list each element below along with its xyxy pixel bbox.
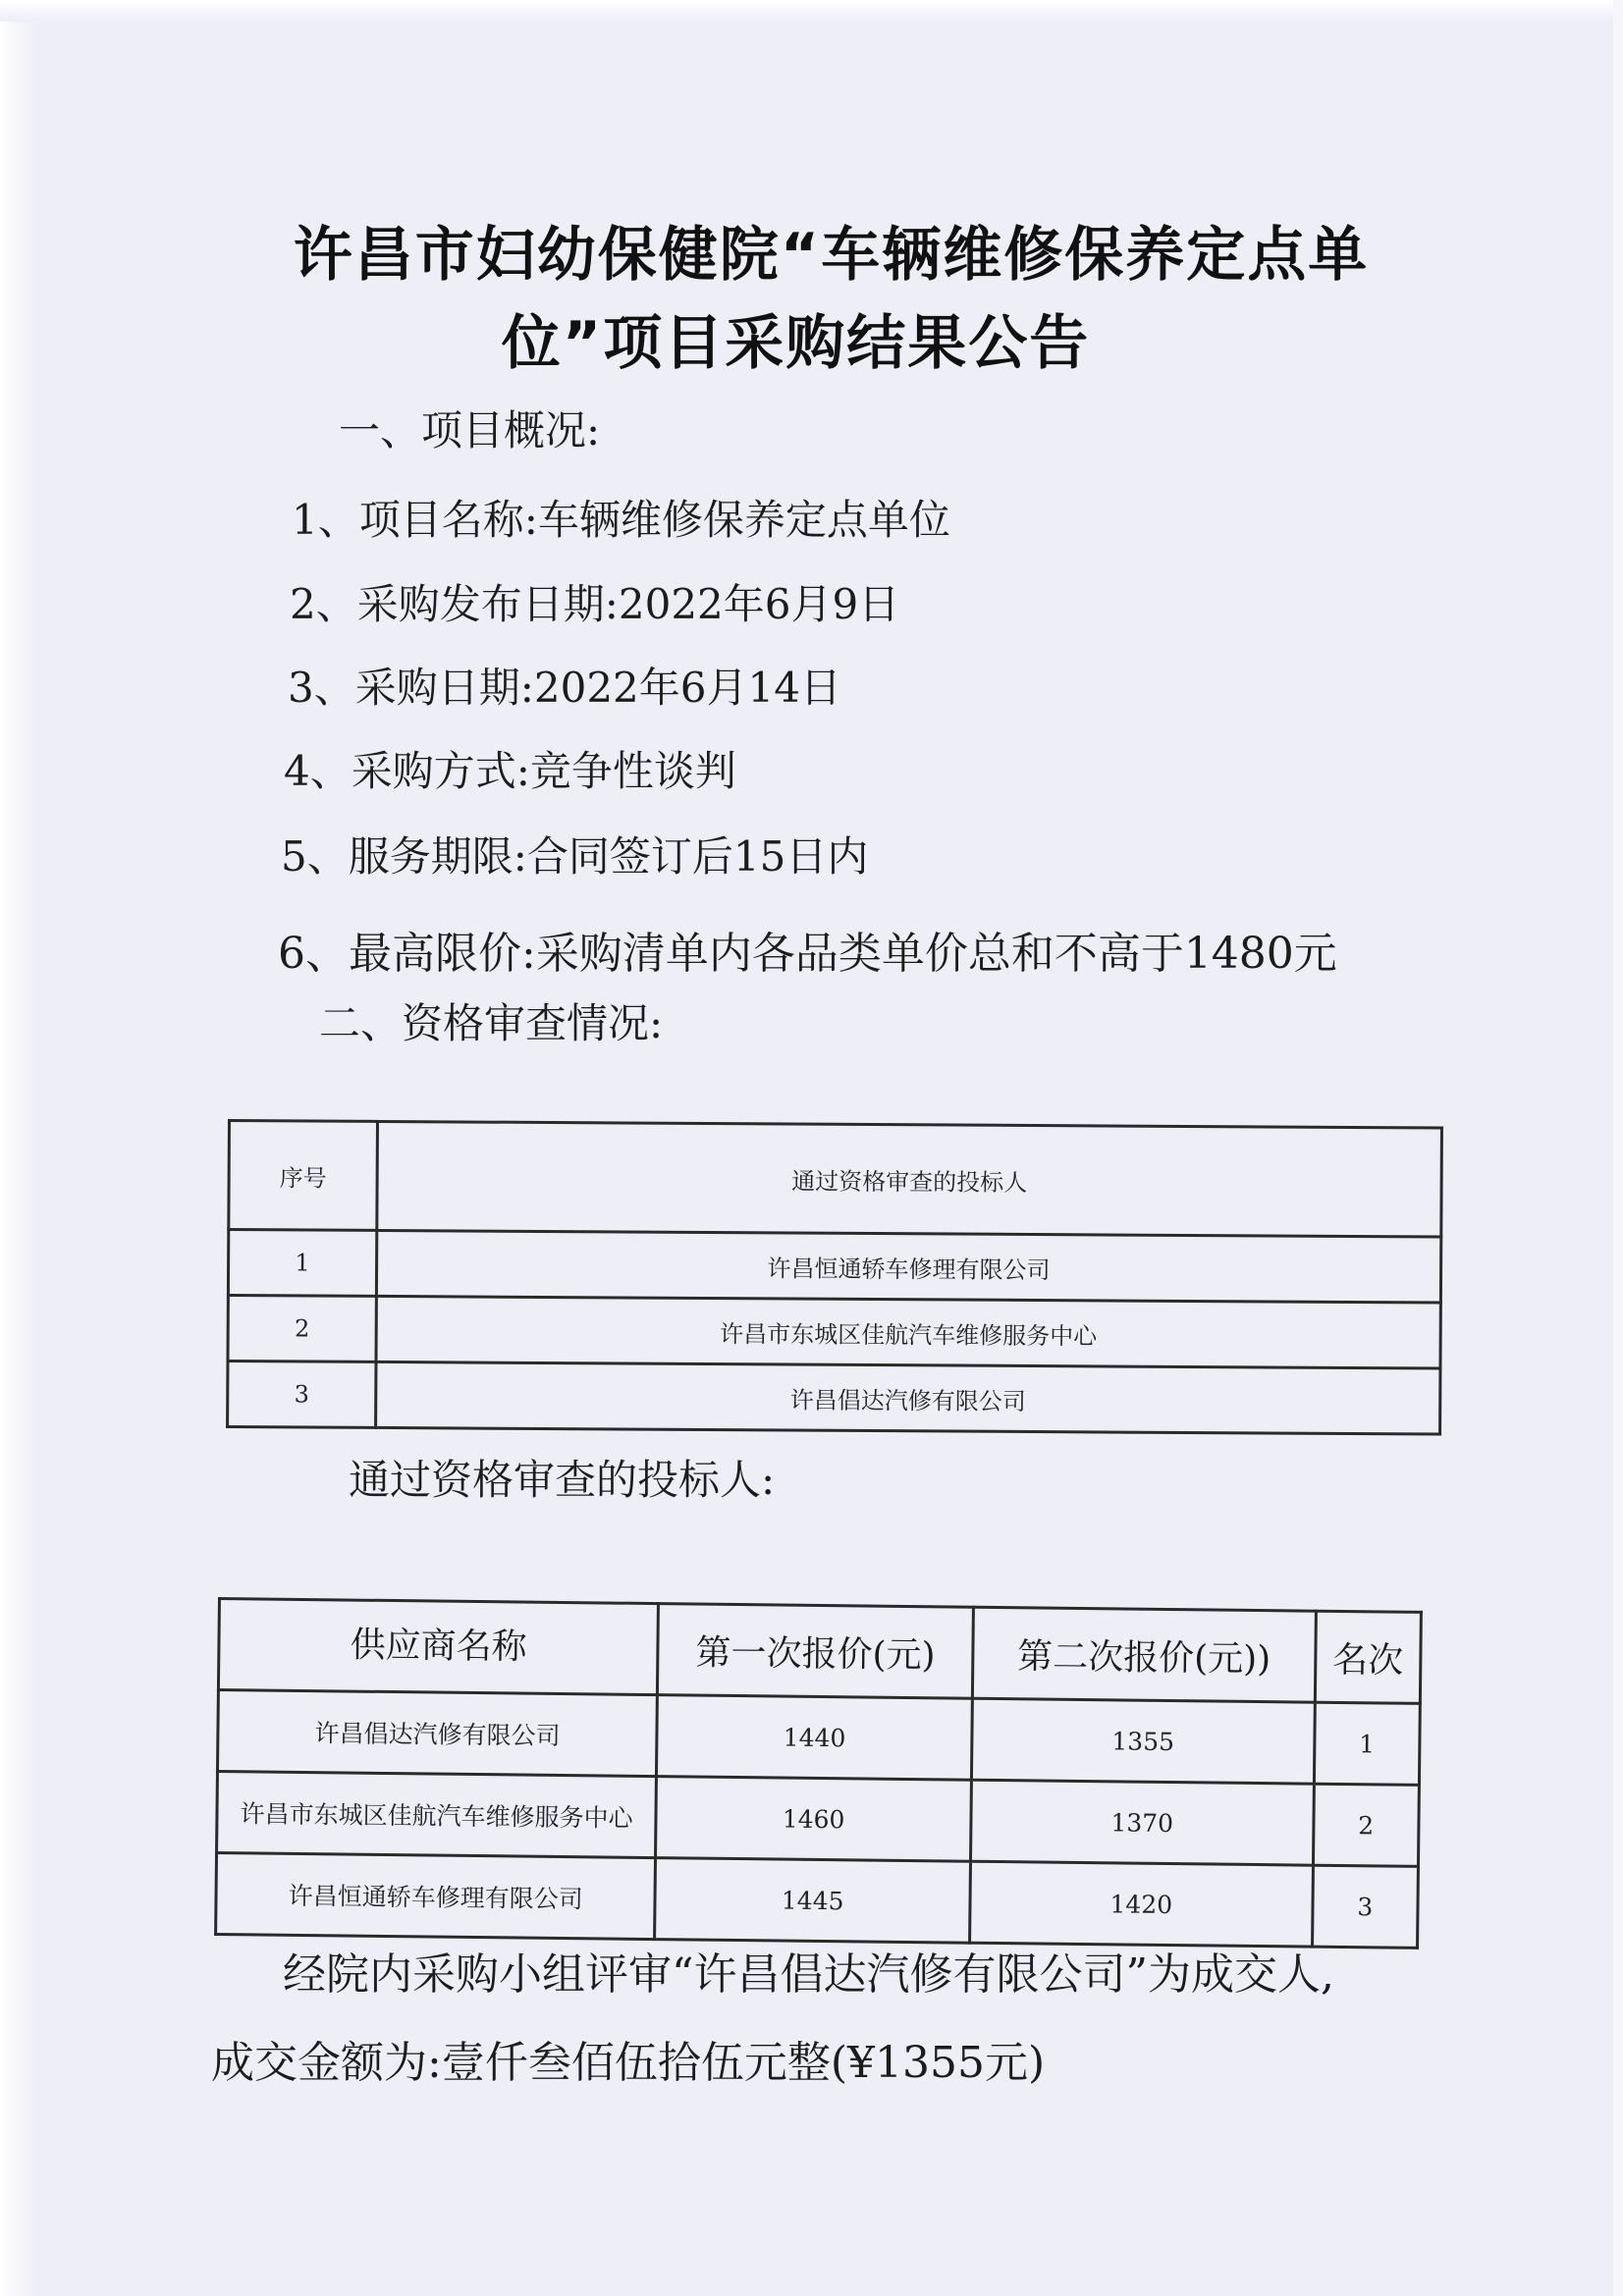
first-quote: 1445 [655, 1858, 971, 1944]
second-quote: 1370 [971, 1780, 1314, 1865]
rank: 2 [1313, 1784, 1419, 1866]
quotation-table [214, 1597, 1423, 1949]
table-row [228, 1362, 1440, 1435]
scan-edge-right [1613, 0, 1623, 2296]
row-bidder-name: 许昌恒通轿车修理有限公司 [376, 1230, 1440, 1303]
column-header-second-quote: 第二次报价(元)) [972, 1607, 1316, 1702]
project-name-line: 1、项目名称:车辆维修保养定点单位 [292, 496, 950, 544]
section-1-heading: 一、项目概况: [339, 406, 601, 454]
first-quote: 1460 [656, 1777, 972, 1862]
document-title-line-1: 许昌市妇幼保健院“车辆维修保养定点单 [293, 221, 1370, 290]
section-2-heading: 二、资格审查情况: [319, 999, 664, 1047]
column-header-index: 序号 [229, 1121, 378, 1231]
first-quote: 1440 [657, 1695, 973, 1781]
document-title-line-2: 位”项目采购结果公告 [501, 309, 1091, 378]
row-index: 2 [228, 1296, 376, 1362]
second-quote: 1355 [971, 1698, 1314, 1784]
row-index: 1 [228, 1230, 376, 1297]
service-period-line: 5、服务期限:合同签订后15日内 [281, 832, 869, 881]
supplier-name: 许昌市东城区佳航汽车维修服务中心 [217, 1772, 657, 1858]
second-quote: 1420 [970, 1861, 1313, 1947]
supplier-name: 许昌倡达汽修有限公司 [217, 1690, 657, 1777]
column-header-first-quote: 第一次报价(元) [658, 1604, 974, 1699]
table-row [228, 1296, 1440, 1369]
award-statement: 经院内采购小组评审“许昌倡达汽修有限公司”为成交人, [283, 1949, 1334, 2000]
rank: 3 [1312, 1865, 1418, 1948]
row-index: 3 [228, 1362, 376, 1428]
release-date-line: 2、采购发布日期:2022年6月9日 [290, 580, 900, 628]
table-row [217, 1690, 1420, 1786]
table-row [216, 1853, 1419, 1949]
table-header-row [218, 1599, 1421, 1704]
table-row [217, 1772, 1420, 1867]
award-amount: 成交金额为:壹仟叁佰伍拾伍元整(¥1355元) [211, 2038, 1046, 2088]
table-row [228, 1230, 1440, 1304]
procurement-method-line: 4、采购方式:竞争性谈判 [284, 747, 736, 795]
column-header-rank: 名次 [1315, 1611, 1421, 1703]
quote-section-heading: 通过资格审查的投标人: [349, 1456, 776, 1504]
price-cap-line: 6、最高限价:采购清单内各品类单价总和不高于1480元 [278, 929, 1337, 979]
rank: 1 [1314, 1702, 1420, 1785]
column-header-supplier: 供应商名称 [218, 1599, 658, 1695]
qualified-bidders-table [226, 1119, 1443, 1436]
procurement-date-line: 3、采购日期:2022年6月14日 [288, 664, 841, 712]
table-header-row [229, 1121, 1442, 1238]
row-bidder-name: 许昌倡达汽修有限公司 [376, 1362, 1440, 1434]
row-bidder-name: 许昌市东城区佳航汽车维修服务中心 [376, 1296, 1440, 1368]
supplier-name: 许昌恒通轿车修理有限公司 [216, 1853, 656, 1940]
scan-edge-top [0, 0, 1623, 22]
column-header-bidder: 通过资格审查的投标人 [377, 1121, 1442, 1237]
